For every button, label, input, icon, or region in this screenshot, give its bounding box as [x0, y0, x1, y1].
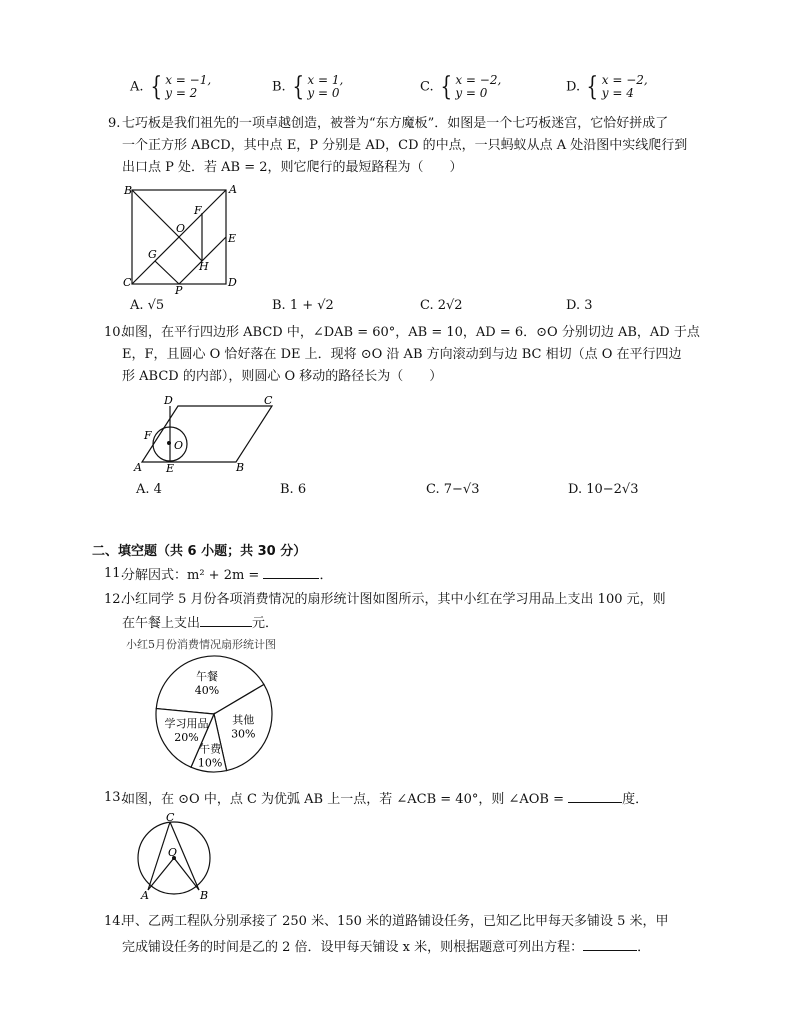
label-f: F — [144, 429, 152, 442]
label-c: C — [166, 812, 175, 824]
q10-line3: 形 ABCD 的内部），则圆心 O 移动的路径长为（ ） — [122, 369, 443, 384]
pie-value-3: 20% — [174, 731, 199, 745]
q12-number: 12. — [104, 592, 125, 607]
label-o: O — [174, 439, 184, 452]
parallelogram-abcd — [142, 406, 272, 462]
q10-line2: E，F，且圆心 O 恰好落在 DE 上．现将 ⊙O 沿 AB 方向滚动到与边 BC 相切（点 O 在平行四边 — [122, 347, 682, 362]
q14-line1: 甲、乙两工程队分别承接了 250 米、150 米的道路铺设任务，已知乙比甲每天多铺设 5 米，甲 — [122, 914, 669, 929]
q14-line2 — [122, 938, 650, 956]
label-o: O — [176, 222, 186, 235]
q9-line1: 七巧板是我们祖先的一项卓越创造，被誉为“东方魔板”．如图是一个七巧板迷宫，它恰好拼成了 — [122, 116, 669, 131]
answer-blank — [200, 614, 252, 627]
q12-text: 在午餐上支出 — [122, 616, 201, 631]
q10-line1: 如图，在平行四边形 ABCD 中，∠DAB = 60°，AB = 10，AD = 6．⊙O 分别切边 AB，AD 于点 — [122, 325, 700, 340]
q14-number: 14. — [104, 914, 125, 929]
center-o-dot — [167, 441, 171, 445]
q11-number: 11. — [104, 566, 125, 581]
answer-blank — [583, 938, 637, 951]
label-c: C — [123, 276, 132, 289]
q11-period: ． — [319, 568, 333, 583]
pie-chart — [150, 654, 290, 778]
pie-label-1: 其他 — [232, 713, 255, 727]
label-e: E — [228, 232, 237, 245]
q12-line1: 小红同学 5 月份各项消费情况的扇形统计图如图所示，其中小红在学习用品上支出 100 元，则 — [122, 592, 666, 607]
q8-option-c: C. { x = −2, y = 0 — [420, 72, 502, 102]
pie-value-1: 30% — [231, 727, 256, 741]
q10-option-a: A. 4 — [136, 482, 162, 497]
q12-unit: 元． — [252, 616, 279, 631]
equation-line: x = −2, — [455, 73, 502, 87]
equation-line: x = −2, — [601, 73, 648, 87]
label-a: A — [134, 461, 142, 474]
radius-oa — [148, 858, 174, 890]
label-d: D — [228, 276, 237, 289]
answer-blank — [568, 790, 622, 803]
label-b: B — [236, 461, 245, 474]
label-b: B — [124, 184, 133, 197]
q13-question: 如图，在 ⊙O 中，点 C 为优弧 AB 上一点，若 ∠ACB = 40°，则 ∠AOB = — [122, 792, 569, 807]
q14-text: 完成铺设任务的时间是乙的 2 倍．设甲每天铺设 x 米，则根据题意可列出方程： — [122, 940, 584, 955]
label-a: A — [229, 183, 237, 196]
q8-option-b: B. { x = 1, y = 0 — [272, 72, 344, 102]
chart-title: 小红5月份消费情况扇形统计图 — [126, 638, 276, 651]
q9-option-c: C. 2√2 — [420, 298, 463, 313]
pie-label-0: 午餐 — [196, 669, 218, 683]
q10-option-b: B. 6 — [280, 482, 307, 497]
equation-line: y = 2 — [165, 86, 198, 100]
equation-line: y = 0 — [455, 86, 488, 100]
label-c: C — [264, 394, 273, 407]
line-oh — [179, 237, 202, 261]
label-p: P — [175, 284, 183, 295]
q9-line2: 一个正方形 ABCD，其中点 E，P 分别是 AD，CD 的中点，一只蚂蚁从点 A 处沿图中实线爬行到 — [122, 138, 688, 153]
q9-option-a: A. √5 — [130, 298, 165, 313]
equation-line: y = 4 — [601, 86, 634, 100]
equation-line: y = 0 — [307, 86, 340, 100]
label-f: F — [194, 204, 202, 217]
circle-figure — [132, 812, 216, 902]
option-label: A. — [130, 79, 144, 95]
pie-label-2: 午费 — [199, 742, 222, 756]
q12-line2 — [122, 614, 278, 632]
q9-line3: 出口点 P 处．若 AB = 2，则它爬行的最短路程为（ ） — [122, 160, 463, 175]
option-label: D. — [566, 79, 581, 95]
label-a: A — [141, 889, 149, 902]
label-h: H — [199, 260, 209, 273]
q8-option-d: D. { x = −2, y = 4 — [566, 72, 648, 102]
label-o: O — [168, 846, 178, 859]
pie-value-2: 10% — [197, 756, 223, 770]
answer-blank — [263, 566, 319, 579]
q11-expression: 分解因式：m² + 2m = — [122, 568, 264, 583]
q9-number: 9. — [108, 116, 121, 131]
label-d: D — [164, 394, 173, 407]
q13-number: 13. — [104, 790, 125, 805]
q10-number: 10. — [104, 325, 125, 340]
option-label: C. — [420, 79, 434, 95]
q9-option-d: D. 3 — [566, 298, 593, 313]
chord-ca — [148, 822, 170, 890]
tangram-figure — [118, 180, 248, 295]
pie-value-0: 40% — [194, 683, 220, 697]
radius-ob — [174, 858, 199, 890]
q8-option-a: A. { x = −1, y = 2 — [130, 72, 212, 102]
equation-line: x = −1, — [165, 73, 212, 87]
q10-option-d: D. 10−2√3 — [568, 482, 639, 497]
pie-label-3: 学习用品 — [164, 717, 209, 731]
q13-unit: 度． — [622, 792, 649, 807]
label-e: E — [166, 462, 175, 475]
q10-option-c: C. 7−√3 — [426, 482, 480, 497]
q14-period: ． — [637, 940, 651, 955]
q13-text — [122, 790, 648, 808]
label-g: G — [148, 248, 157, 261]
line-gp — [155, 261, 179, 284]
equation-line: x = 1, — [307, 73, 344, 87]
parallelogram-figure — [130, 392, 290, 476]
label-b: B — [200, 889, 209, 902]
q9-option-b: B. 1 + √2 — [272, 298, 334, 313]
line-bo — [132, 190, 179, 237]
option-label: B. — [272, 79, 286, 95]
q11-text — [122, 566, 332, 584]
section-title: 二、填空题（共 6 小题；共 30 分） — [92, 544, 307, 559]
